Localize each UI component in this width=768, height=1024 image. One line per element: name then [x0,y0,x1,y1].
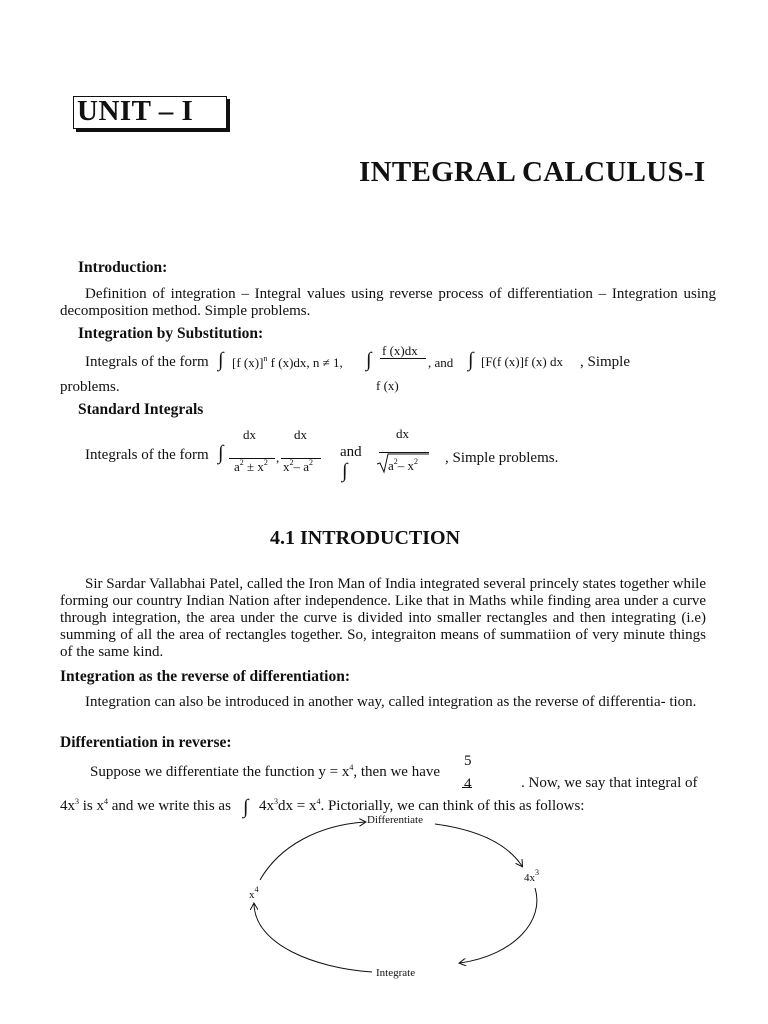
std-den1-a: a [234,459,240,474]
integral-sign: ∫ [218,349,224,371]
line1-end: . Now, we say that integral of [521,775,698,791]
std-den3-op: – x [397,458,415,473]
std-den2-op: – a [293,459,310,474]
line2-d: . Pictorially, we can think of this as follows: [320,798,585,814]
std-prefix: Integrals of the form [85,447,209,463]
diagram-left-label [249,885,259,901]
subst-numerator: f (x)dx [382,343,418,358]
diagram-right-label [524,868,539,884]
std-denominator-2: $x^2-$ $a^2$ [283,458,314,474]
std-suffix: , Simple problems. [445,450,559,466]
std-den2-a: x [283,459,290,474]
subst-form-1 [232,354,343,371]
integral-sign: ∫ [218,442,224,464]
diffrev-heading: Differentiation in reverse: [60,734,232,751]
page-title: INTEGRAL CALCULUS-I [359,156,706,188]
integral-sign: ∫ [468,349,474,371]
fraction-bar [380,358,426,359]
subst-f1-exp: n [263,354,268,363]
right-label-text: 4x [524,872,535,884]
std-denominator-3: $a^2-$ $x^2$ [388,457,419,473]
std-den3-a: a [388,458,394,473]
intro-heading: Introduction: [78,259,168,276]
subst-suffix: , Simple [580,354,631,370]
reverse-heading: Integration as the reverse of differentiation: [60,668,350,685]
line2-a: 4x [60,798,75,814]
line2-b: is x [82,798,105,814]
subst-form-3: [F(f (x)]f (x) dx [481,354,563,369]
unit-label: UNIT – I [77,95,194,127]
std-den1-op: ± x [243,459,264,474]
subst-line [85,354,209,371]
line2-int-b: dx = x [278,798,317,814]
line1-b: , then we have [353,764,441,780]
subst-denominator: f (x) [376,378,399,393]
reverse-text: Integration can also be introduced in another way, called integration as the reverse of differentia- tion. [85,694,697,710]
line2-b-exp: 4 [104,797,109,806]
line2-c: and we write this as [111,798,231,814]
subst-prefix: Integrals of the form [85,354,209,370]
unit-box [73,96,227,129]
line1-start [90,763,440,781]
integral-sign: ∫ [342,460,348,482]
integral-sign: ∫ [366,349,372,371]
left-label-text: x [249,889,255,901]
std-numerator-3: dx [396,426,409,441]
intro-text: Definition of integration – Integral values using reverse process of differentiation – Integration using decomposition method. Simple problems. [60,286,716,319]
integral-sign: ∫ [243,796,249,818]
arrow-top-left [260,822,365,880]
std-heading: Standard Integrals [78,401,204,418]
line2-int: 4x [259,798,274,814]
diagram-top-label: Differentiate [367,814,423,826]
left-label-exp: 4 [254,885,259,894]
comma: , [276,450,280,465]
cycle-diagram [240,810,560,990]
subst-f1-rest: f (x)dx, n ≠ 1, [270,355,343,370]
intro-paragraph: Sir Sardar Vallabhai Patel, called the Iron Man of India integrated several princely states together while forming our country Indian Nation after independence. Like that in Maths while finding area under a curve through integration, the area under the curve is divided into smaller rectangles and then integrating (i.e) summing of all the area of rectangles together. So, integraiton means of summatiion of very minute things of the same kind. [60,576,706,660]
line2-int-exp: 3 [274,797,278,806]
subst-continuation: problems. [60,379,120,395]
subst-heading: Integration by Substitution: [78,325,264,342]
section-title: 4.1 INTRODUCTION [270,527,461,549]
line1-a: Suppose we differentiate the function y = x [90,764,350,780]
line1-exp: 4 [349,763,354,772]
std-numerator-1: dx [243,427,256,442]
right-label-exp: 3 [535,868,539,877]
line2-start [60,797,231,815]
std-denominator-1: $a^2 \pm x^2$ [234,458,268,474]
arrow-bottom-right [460,888,537,963]
std-numerator-2: dx [294,427,307,442]
arrow-top-right [435,824,522,866]
subst-f1: [f (x)] [232,355,264,370]
frac-numerator: 5 [464,753,472,769]
arrow-bottom-left [254,904,372,972]
subst-and: , and [428,355,454,370]
frac-denominator: 4 [464,776,472,792]
line2-a-exp: 3 [75,797,79,806]
line2-int-exp2: 4 [316,797,321,806]
std-and: and [340,444,362,460]
diagram-bottom-label: Integrate [376,967,416,979]
fraction-bar [462,787,472,788]
